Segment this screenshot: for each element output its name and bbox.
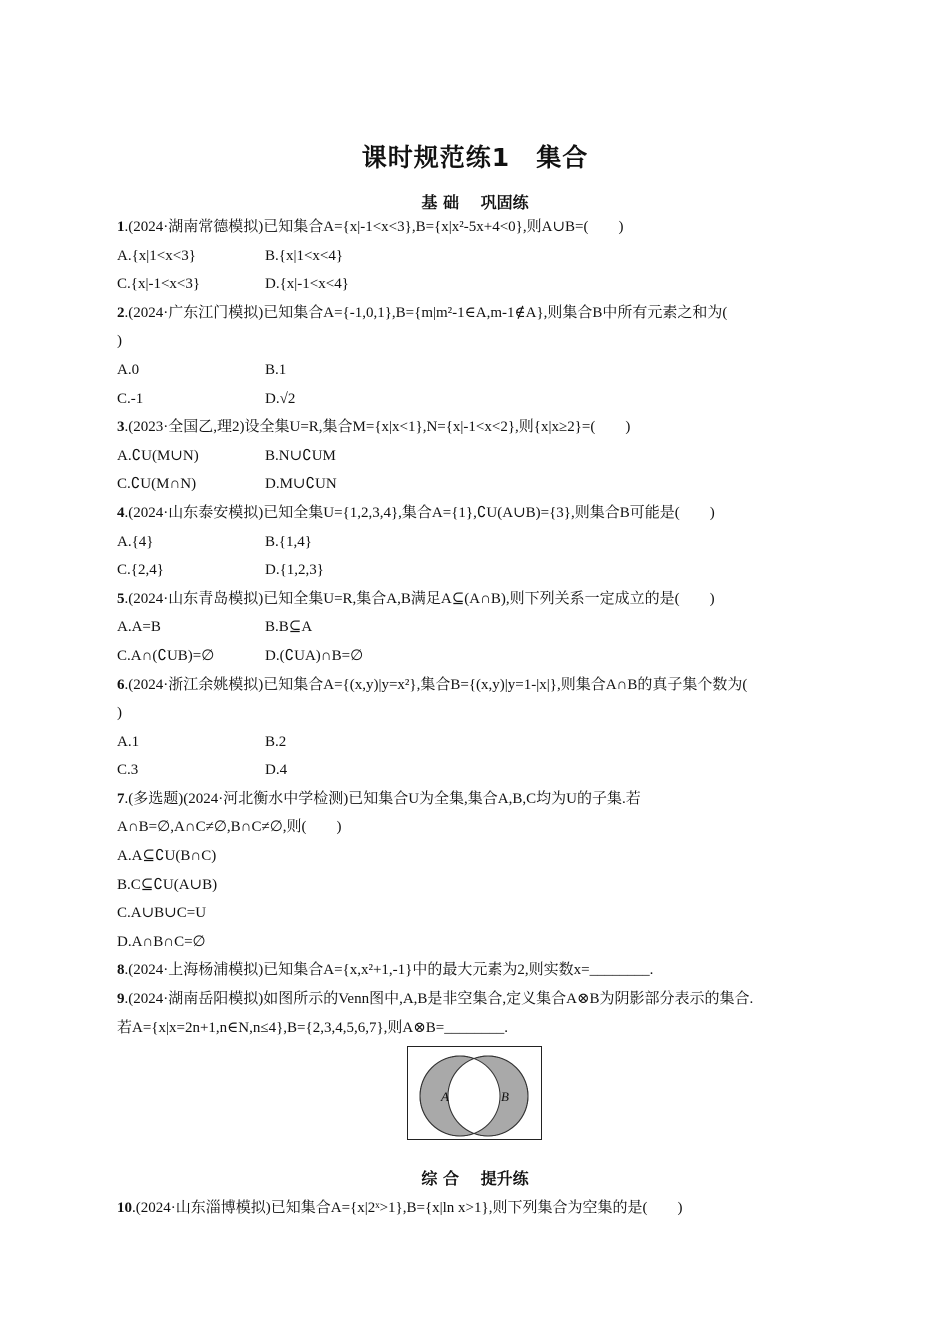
options-row: [117, 442, 837, 471]
question-6: 6.(2024·浙江余姚模拟)已知集合A={(x,y)|y=x²},集合B={(x,y)|y=1-|x|},则集合A∩B的真子集个数为(: [117, 676, 748, 693]
options-row: [117, 385, 837, 414]
option-a[interactable]: A.∁U(M∪N): [117, 447, 199, 464]
option-b[interactable]: B.C⊆∁U(A∪B): [117, 876, 218, 893]
option-d[interactable]: D.M∪∁UN: [265, 476, 337, 493]
question-2: 2.(2024·广东江门模拟)已知集合A={-1,0,1},B={m|m²-1∈A,m-1∉A},则集合B中所有元素之和为(: [117, 304, 728, 321]
option-c[interactable]: C.∁U(M∩N): [117, 476, 197, 493]
option-c[interactable]: C.A∩(∁UB)=∅: [117, 647, 215, 664]
option-b[interactable]: B.B⊆A: [265, 619, 313, 636]
question-list: [117, 213, 837, 1042]
option-b[interactable]: B.2: [265, 733, 287, 750]
option-c[interactable]: C.A∪B∪C=U: [117, 905, 207, 922]
option-b[interactable]: B.{1,4}: [265, 533, 312, 550]
option-d[interactable]: D.A∩B∩C=∅: [117, 933, 206, 950]
option-a[interactable]: A.1: [117, 733, 140, 750]
question-4: 4.(2024·山东泰安模拟)已知全集U={1,2,3,4},集合A={1},∁U(A∪B)={3},则集合B可能是( ): [117, 504, 715, 521]
options-row: [117, 728, 837, 757]
question-7: 7.(多选题)(2024·河北衡水中学检测)已知集合U为全集,集合A,B,C均为U的子集.若: [117, 790, 641, 807]
section-heading-advanced: 综 合 提升练: [421, 1169, 529, 1188]
option-d[interactable]: D.(∁UA)∩B=∅: [265, 647, 364, 664]
question-2-cont: ): [117, 333, 122, 350]
options-row: [117, 242, 837, 271]
option-a[interactable]: A.{x|1<x<3}: [117, 247, 196, 264]
option-d[interactable]: D.√2: [265, 390, 296, 407]
options-row: [117, 356, 837, 385]
options-row: [117, 556, 837, 585]
option-c[interactable]: C.3: [117, 762, 139, 779]
options-row: [117, 470, 837, 499]
option-a[interactable]: A.A⊆∁U(B∩C): [117, 848, 217, 865]
option-b[interactable]: B.N∪∁UM: [265, 447, 336, 464]
set-b-label: B: [501, 1089, 509, 1104]
question-9: 9.(2024·湖南岳阳模拟)如图所示的Venn图中,A,B是非空集合,定义集合A⊗B为阴影部分表示的集合.: [117, 991, 754, 1008]
question-3: 3.(2023·全国乙,理2)设全集U=R,集合M={x|x<1},N={x|-1<x<2},则{x|x≥2}=( ): [117, 419, 631, 436]
option-c[interactable]: C.{x|-1<x<3}: [117, 276, 201, 293]
option-a[interactable]: A.A=B: [117, 619, 161, 636]
section-heading-basic: 基 础 巩固练: [421, 193, 529, 212]
question-7-cont: A∩B=∅,A∩C≠∅,B∩C≠∅,则( ): [117, 819, 342, 836]
venn-svg: [408, 1047, 541, 1139]
venn-diagram: [407, 1046, 542, 1140]
option-d[interactable]: D.4: [265, 762, 288, 779]
option-c[interactable]: C.-1: [117, 390, 144, 407]
question-9-cont: 若A={x|x=2n+1,n∈N,n≤4},B={2,3,4,5,6,7},则A⊗B=________.: [117, 1019, 509, 1036]
option-d[interactable]: D.{x|-1<x<4}: [265, 276, 349, 293]
option-b[interactable]: B.1: [265, 361, 287, 378]
question-list-2: [117, 1194, 837, 1223]
question-6-cont: ): [117, 705, 122, 722]
options-row: [117, 270, 837, 299]
options-row: [117, 642, 837, 671]
option-a[interactable]: A.0: [117, 361, 140, 378]
question-10: 10.(2024·山东淄博模拟)已知集合A={x|2ˣ>1},B={x|ln x>1},则下列集合为空集的是( ): [117, 1200, 683, 1216]
option-c[interactable]: C.{2,4}: [117, 562, 164, 579]
page-title: 课时规范练1 集合: [361, 143, 589, 172]
options-row: [117, 613, 837, 642]
question-5: 5.(2024·山东青岛模拟)已知全集U=R,集合A,B满足A⊆(A∩B),则下列关系一定成立的是( ): [117, 590, 715, 607]
options-row: [117, 528, 837, 557]
option-b[interactable]: B.{x|1<x<4}: [265, 247, 344, 264]
set-a-label: A: [441, 1089, 449, 1104]
question-8: 8.(2024·上海杨浦模拟)已知集合A={x,x²+1,-1}中的最大元素为2,则实数x=________.: [117, 962, 654, 979]
options-row: [117, 756, 837, 785]
question-1: 1.(2024·湖南常德模拟)已知集合A={x|-1<x<3},B={x|x²-5x+4<0},则A∪B=( ): [117, 219, 624, 235]
option-d[interactable]: D.{1,2,3}: [265, 562, 324, 579]
option-a[interactable]: A.{4}: [117, 533, 154, 550]
